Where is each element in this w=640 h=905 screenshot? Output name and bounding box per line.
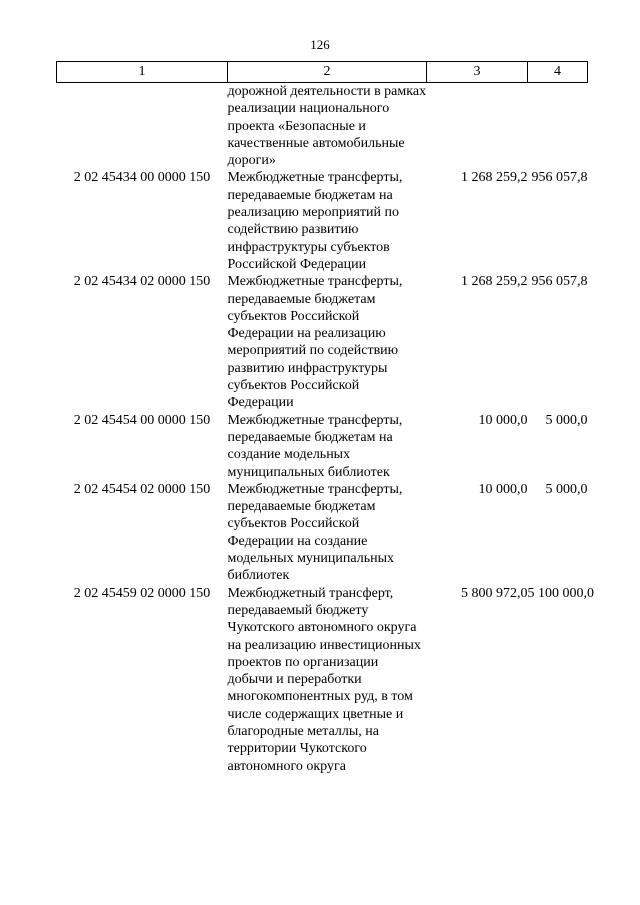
cell-value-4: 5 000,0 xyxy=(545,481,588,497)
cell-value-3: 1 268 259,2 xyxy=(461,170,528,186)
cell-name: Межбюджетные трансферты, передаваемые бюджетам на создание модельных муниципальных библиотек xyxy=(227,412,403,480)
cell-value-4: 956 057,8 xyxy=(531,274,588,290)
cell-value-3: 10 000,0 xyxy=(478,481,528,497)
cell-name: Межбюджетные трансферты, передаваемые бюджетам на реализацию мероприятий по содействию развитию инфраструктуры субъектов Российской Федерации xyxy=(227,170,403,272)
column-header-3: 3 xyxy=(427,62,528,83)
cell-name: Межбюджетные трансферты, передаваемые бюджетам субъектов Российской Федерации на реализацию мероприятий по содействию развитию инфраструктуры субъектов Российской Федерации xyxy=(227,274,403,411)
table-row xyxy=(57,481,588,585)
cell-value-4: 5 000,0 xyxy=(545,412,588,428)
page-number: 126 xyxy=(310,37,330,52)
cell-name-continuation: дорожной деятельности в рамках реализации национального проекта «Безопасные и качественные автомобильные дороги» xyxy=(227,84,427,169)
cell-name: Межбюджетный трансферт, передаваемый бюджету Чукотского автономного округа на реализацию инвестиционных проектов по организации добычи и переработки многокомпонентных руд, в том числе содержащих цветные и благородные металлы, на территории Чукотского автономного округа xyxy=(227,585,421,774)
table-row xyxy=(57,273,588,411)
cell-value-4: 956 057,8 xyxy=(531,170,588,186)
cell-name: Межбюджетные трансферты, передаваемые бюджетам субъектов Российской Федерации на создание модельных муниципальных библиотек xyxy=(227,481,403,584)
cell-code: 2 02 45454 02 0000 150 xyxy=(73,481,211,497)
cell-value-4: 5 100 000,0 xyxy=(527,585,594,601)
table-row xyxy=(57,412,588,481)
cell-value-3: 1 268 259,2 xyxy=(461,274,528,290)
table-row-continuation xyxy=(57,83,588,170)
column-header-1: 1 xyxy=(57,62,228,83)
table-row xyxy=(57,585,588,775)
budget-table xyxy=(56,61,594,775)
cell-code: 2 02 45434 00 0000 150 xyxy=(73,170,211,186)
cell-code: 2 02 45454 00 0000 150 xyxy=(73,412,211,428)
cell-code: 2 02 45459 02 0000 150 xyxy=(73,585,211,601)
cell-value-3: 10 000,0 xyxy=(478,412,528,428)
cell-code: 2 02 45434 02 0000 150 xyxy=(73,274,211,290)
column-header-2: 2 xyxy=(228,62,427,83)
cell-value-3: 5 800 972,0 xyxy=(461,585,528,601)
column-header-4: 4 xyxy=(528,62,588,83)
cell-code xyxy=(57,83,228,170)
table-header-row xyxy=(57,62,588,83)
table-row xyxy=(57,169,588,273)
